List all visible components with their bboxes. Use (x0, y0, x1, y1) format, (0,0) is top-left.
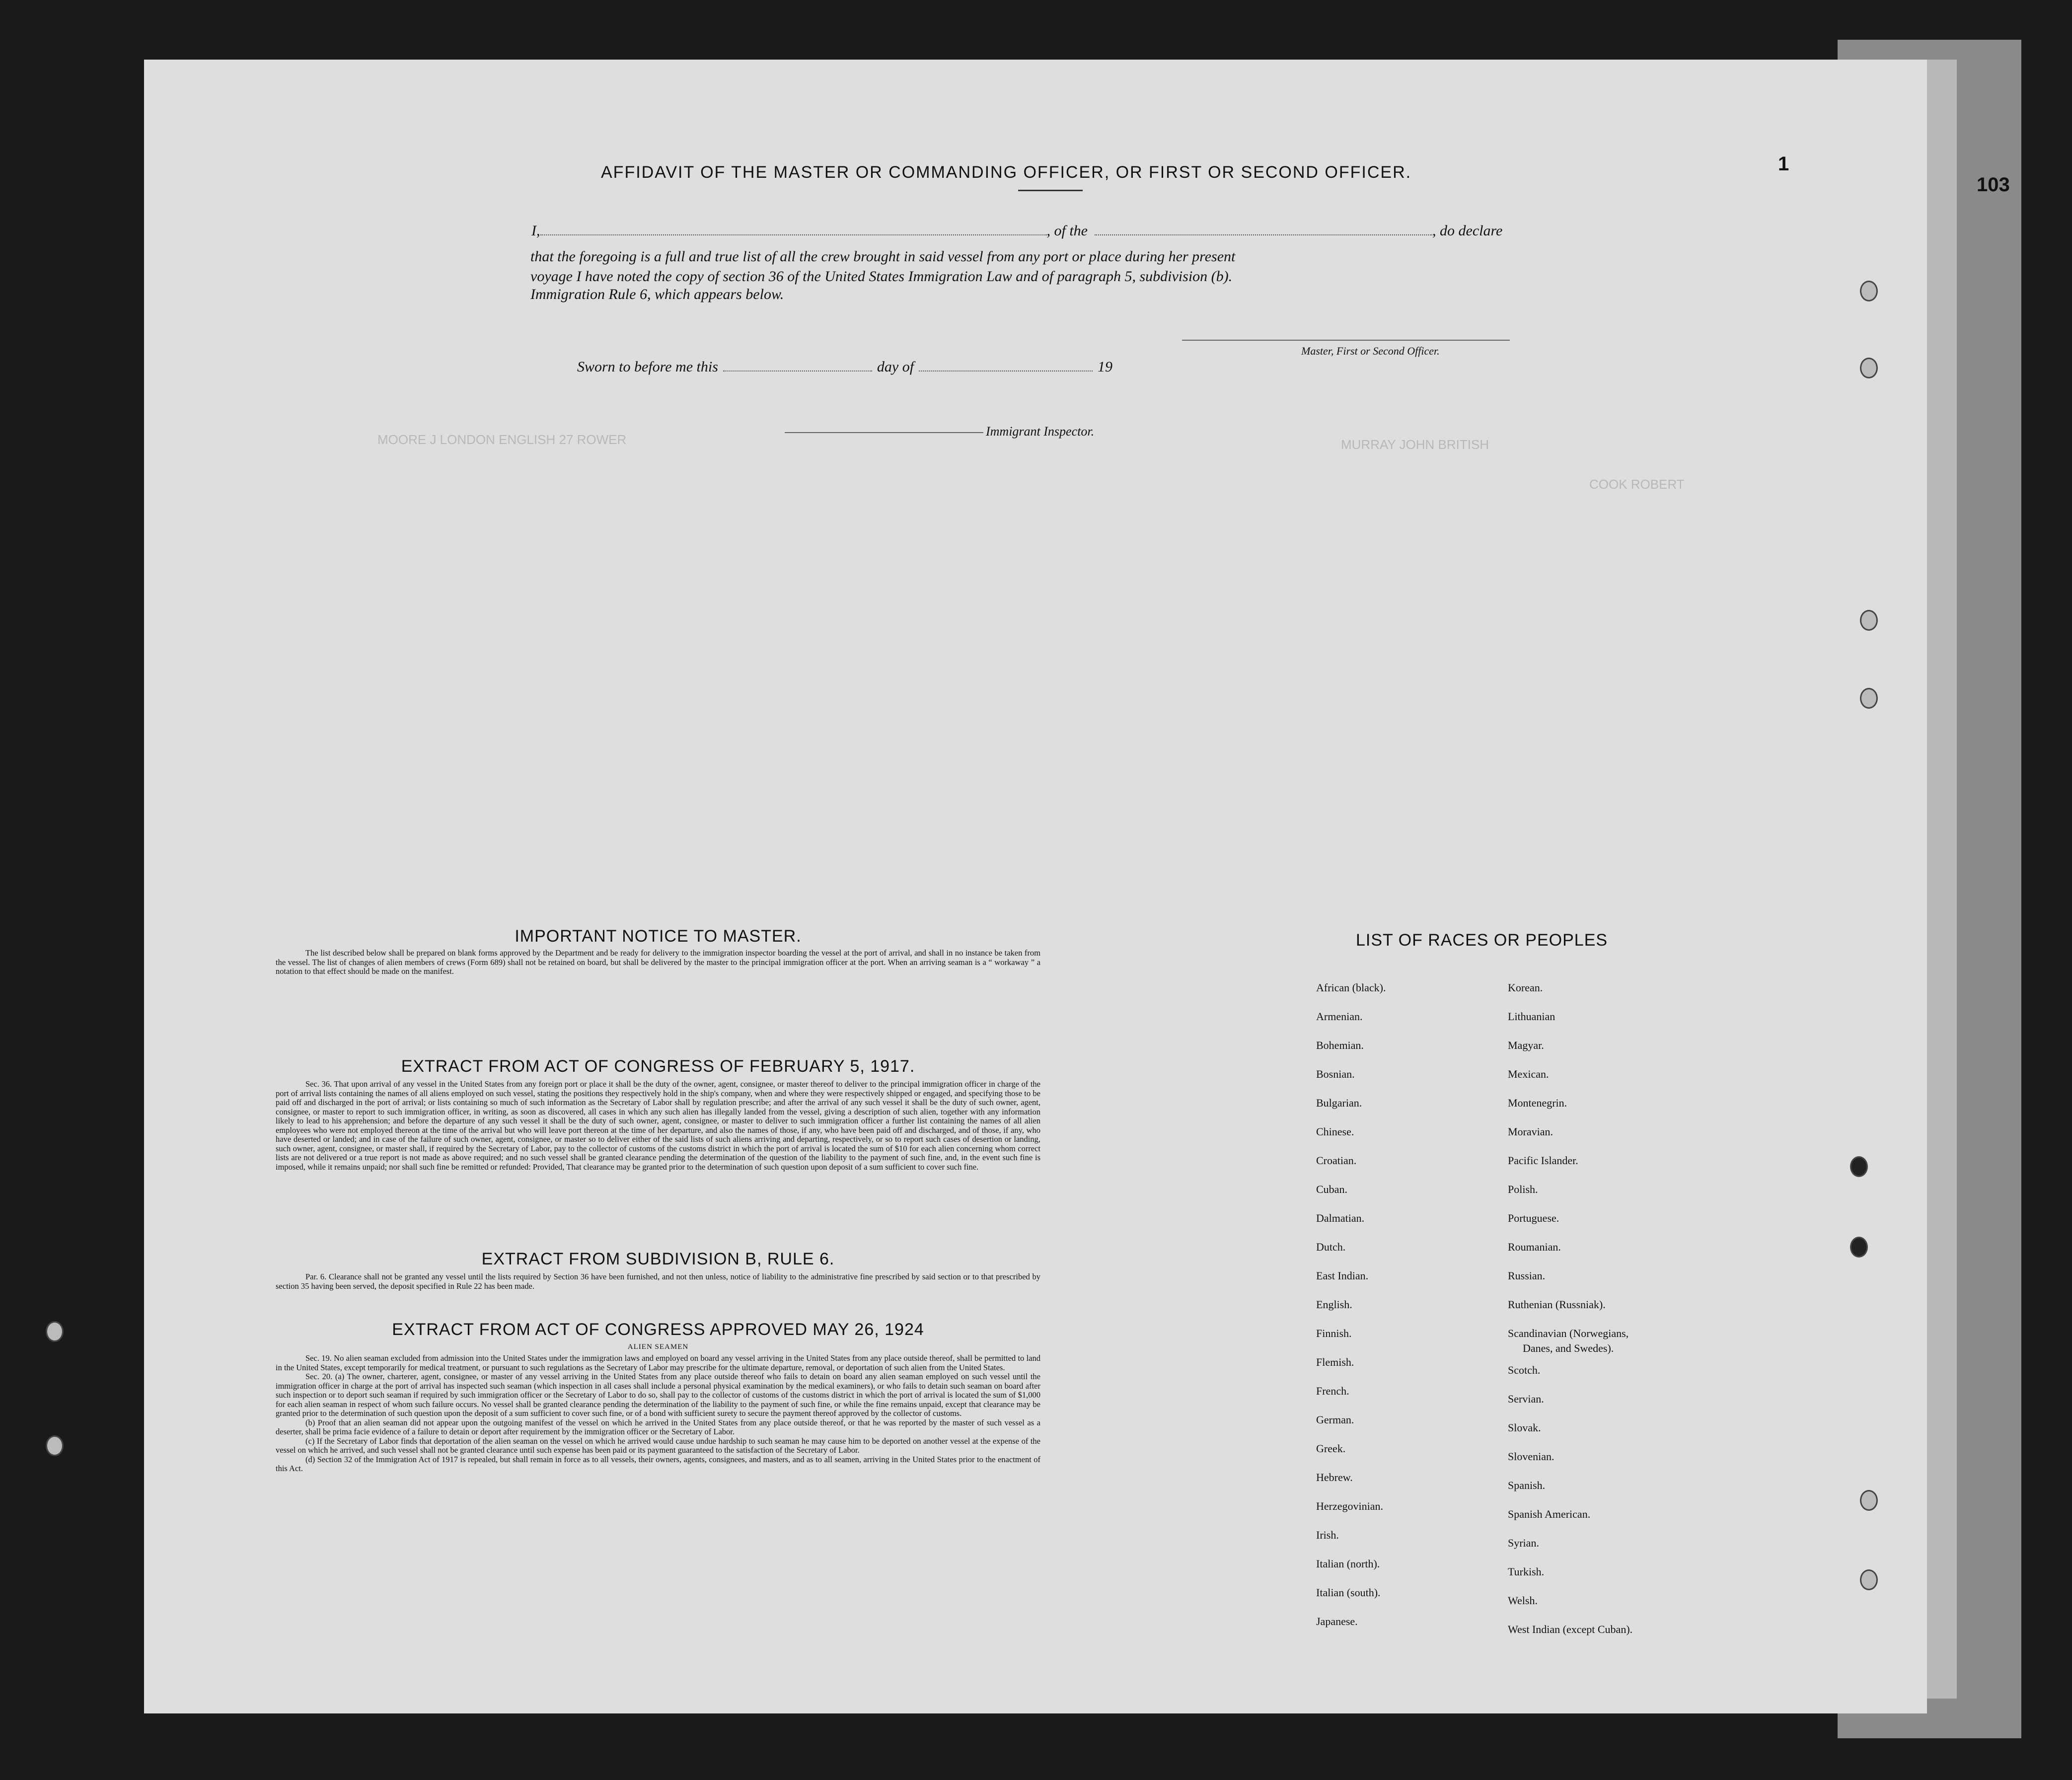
bleed-through: COOK ROBERT (1589, 477, 1685, 492)
affidavit-line2: that the foregoing is a full and true list of all the crew brought in said vessel from any port or place during her present (530, 248, 1236, 265)
race-item: Polish. (1508, 1183, 1538, 1195)
signature-caption: Master, First or Second Officer. (1301, 345, 1440, 357)
race-item: Magyar. (1508, 1039, 1544, 1051)
race-item: Servian. (1508, 1393, 1544, 1405)
race-item: Italian (south). (1316, 1586, 1381, 1599)
race-item: Slovak. (1508, 1421, 1541, 1434)
race-item: Syrian. (1508, 1537, 1539, 1549)
race-item: Dutch. (1316, 1241, 1346, 1253)
race-item: Hebrew. (1316, 1471, 1353, 1483)
inspector-line (785, 432, 983, 433)
vessel-blank (1095, 234, 1432, 235)
sworn-date-blank (723, 370, 872, 371)
affidavit-line1-mid: , of the (1046, 222, 1088, 239)
bleed-through: MURRAY JOHN BRITISH (1341, 437, 1489, 452)
affidavit-line1 (531, 222, 1502, 239)
affidavit-line4: Immigration Rule 6, which appears below. (530, 286, 784, 302)
race-item: East Indian. (1316, 1269, 1369, 1282)
race-item: French. (1316, 1385, 1349, 1397)
sworn-month-blank (919, 370, 1093, 371)
race-item: Russian. (1508, 1269, 1546, 1282)
binding-hole (1860, 610, 1878, 631)
race-item: Bohemian. (1316, 1039, 1364, 1051)
race-item: Cuban. (1316, 1183, 1347, 1195)
page-number: 103 (1977, 174, 2010, 196)
race-item: Turkish. (1508, 1565, 1545, 1578)
affidavit-title: AFFIDAVIT OF THE MASTER OR COMMANDING OFFICER, OR FIRST OR SECOND OFFICER. (601, 163, 1412, 182)
extract-rule6-text: Par. 6. Clearance shall not be granted any vessel until the lists required by Section 36 have been furnished, and not then unless, notice of liability to the administrative fine prescribed by said section or to that prescribed by section 35 having been served, the deposit specified in Rule 22 has been made. (276, 1272, 1040, 1291)
race-item: Slovenian. (1508, 1450, 1554, 1463)
race-item: English. (1316, 1298, 1352, 1311)
race-item: Welsh. (1508, 1594, 1538, 1607)
race-item: Spanish American. (1508, 1508, 1591, 1520)
sworn-prefix: Sworn to before me this (577, 359, 718, 375)
race-item: Ruthenian (Russniak). (1508, 1298, 1606, 1311)
sec-20a: Sec. 20. (a) The owner, charterer, agent, consignee, or master of any vessel arriving in the United States from any place outside thereof who fails to detain on board any alien seaman employed on such vessel until the immigration officer in charge at the port of arrival has inspected such seaman (which inspection in all cases shall include a personal physical examination by the medical examiners), or who fails to detain such seaman on board after such inspection or to deport such seaman if required by such immigration officer or the Secretary of Labor to do so, shall pay to the collector of customs of the customs district in which the port of arrival is located the sum of $1,000 for each alien seaman in respect of whom such failure occurs. No vessel shall be granted clearance pending the determination of the liability to the payment of such fine, or while the fine remains unpaid, except that clearance may be granted prior to the determination of such question upon the deposit of a sum sufficient to cover such fine, or of a bond with sufficient surety to secure the payment thereof approved by the collector of customs. (276, 1372, 1040, 1418)
race-item: Japanese. (1316, 1615, 1358, 1628)
binding-hole (1860, 688, 1878, 709)
bleed-through: MOORE J LONDON ENGLISH 27 ROWER (377, 432, 627, 447)
binding-hole (1850, 1156, 1868, 1177)
notice-title: IMPORTANT NOTICE TO MASTER. (515, 927, 802, 946)
race-item: Finnish. (1316, 1327, 1352, 1339)
race-item: German. (1316, 1413, 1354, 1426)
title-underline (1018, 190, 1083, 191)
race-item: Lithuanian (1508, 1010, 1555, 1023)
race-item: Herzegovinian. (1316, 1500, 1383, 1512)
signature-line (1182, 340, 1510, 341)
affidavit-line1-end: , do declare (1432, 222, 1503, 239)
race-item: Danes, and Swedes). (1523, 1342, 1614, 1354)
corner-mark: 1 (1778, 153, 1789, 175)
race-item: Portuguese. (1508, 1212, 1559, 1224)
race-item: African (black). (1316, 981, 1386, 994)
sec-20c: (c) If the Secretary of Labor finds that deportation of the alien seaman on the vessel on which he arrived would cause undue hardship to such seaman he may cause him to be deported on another vessel at the expense of the vessel on which he arrived, and such vessel shall not be granted clearance until such expense has been paid or its payment guaranteed to the satisfaction of the Secretary of Labor. (276, 1436, 1040, 1455)
race-item: Chinese. (1316, 1125, 1354, 1138)
name-blank (540, 234, 1047, 235)
race-item: Bosnian. (1316, 1068, 1355, 1080)
race-item: Spanish. (1508, 1479, 1546, 1491)
extract-1924-subtitle: ALIEN SEAMEN (627, 1343, 689, 1351)
sec-19: Sec. 19. No alien seaman excluded from admission into the United States under the immigration laws and employed on board any vessel arriving in the United States from any place outside thereof, shall be permitted to land in the United States, except temporarily for medical treatment, or pursuant to such regulations as the Secretary of Labor may prescribe for the ultimate departure, removal, or deportation of such alien from the United States. (276, 1353, 1040, 1372)
sworn-line (577, 359, 1112, 375)
affidavit-line1-prefix: I, (531, 222, 540, 239)
sec-20b: (b) Proof that an alien seaman did not appear upon the outgoing manifest of the vessel on which he arrived in the United States from any place outside thereof, or that he was reported by the master of such vessel as a deserter, shall be prima facie evidence of a failure to detain or deport after requirement by the immigration officer or the Secretary of Labor. (276, 1417, 1040, 1436)
race-item: Bulgarian. (1316, 1097, 1362, 1109)
race-item: Armenian. (1316, 1010, 1363, 1023)
binding-hole (1860, 1490, 1878, 1511)
extract-1924-title: EXTRACT FROM ACT OF CONGRESS APPROVED MAY 26, 1924 (392, 1320, 924, 1339)
race-item: Scandinavian (Norwegians, (1508, 1327, 1629, 1339)
binding-hole (1850, 1237, 1868, 1258)
extract-1924-body (276, 1354, 1040, 1474)
race-item: Dalmatian. (1316, 1212, 1365, 1224)
race-item: West Indian (except Cuban). (1508, 1623, 1633, 1635)
race-item: Korean. (1508, 981, 1543, 994)
affidavit-line3: voyage I have noted the copy of section 36 of the United States Immigration Law and of paragraph 5, subdivision (b). (530, 268, 1233, 285)
binding-hole (46, 1321, 64, 1342)
notice-text: The list described below shall be prepared on blank forms approved by the Department and be ready for delivery to the immigration inspector boarding the vessel at the port of arrival, and shall in no instance be taken from the vessel. The list of changes of alien members of crews (Form 689) shall not be retained on board, but shall be delivered by the master to the principal immigration officer at the port. When an arriving seaman is a “ workaway ” a notation to that effect should be made on the manifest. (276, 948, 1040, 976)
race-item: Irish. (1316, 1529, 1339, 1541)
binding-hole (46, 1435, 64, 1456)
binding-hole (1860, 358, 1878, 378)
inspector-caption: Immigrant Inspector. (986, 424, 1095, 439)
extract-1917-title: EXTRACT FROM ACT OF CONGRESS OF FEBRUARY 5, 1917. (401, 1057, 915, 1076)
extract-rule6-title: EXTRACT FROM SUBDIVISION B, RULE 6. (481, 1250, 835, 1268)
race-item: Roumanian. (1508, 1241, 1561, 1253)
race-item: Flemish. (1316, 1356, 1354, 1368)
race-item: Moravian. (1508, 1125, 1554, 1138)
extract-1917-text: Sec. 36. That upon arrival of any vessel in the United States from any foreign port or place it shall be the duty of the owner, agent, consignee, or master thereof to deliver to the principal immigration officer in charge of the port of arrival lists containing the names of all aliens employed on such vessel, stating the positions they respectively hold in the ship's company, when and where they were respectively shipped or engaged, and specifying those to be paid off and discharged in the port of arrival; or lists containing so much of such information as the Secretary of Labor shall by regulation prescribe; and after the arrival of any such vessel it shall be the duty of such owner, agent, consignee, or master to report to such immigration officer, in writing, as soon as discovered, all cases in which any such alien has illegally landed from the vessel, giving a description of such alien, together with any information likely to lead to his apprehension; and before the departure of any such vessel it shall be the duty of such owner, agent, consignee, or master to deliver to such immigration officer a further list containing the names of all alien employees who were not employed thereon at the time of the arrival but who will leave port thereon at the time of her departure, and also the names of those, if any, who have been paid off and discharged, and of those, if any, who have deserted or landed; and in case of the failure of such owner, agent, consignee, or master so to deliver either of the said lists of such aliens arriving and departing, respectively, or so to report such cases of desertion or landing, such owner, agent, consignee, or master shall, if required by the Secretary of Labor, pay to the collector of customs of the customs district in which the port of arrival is located the sum of $10 for each alien concerning whom correct lists are not delivered or a true report is not made as above required; and no such vessel shall be granted clearance pending the determination of the question of the liability to the payment of such fine, and, in the event such fine is imposed, while it remains unpaid; nor shall such fine be remitted or refunded: Provided, That clearance may be granted prior to the determination of such question upon deposit of a sum sufficient to cover such fine. (276, 1079, 1040, 1172)
race-item: Greek. (1316, 1442, 1346, 1455)
race-item: Montenegrin. (1508, 1097, 1567, 1109)
race-item: Italian (north). (1316, 1558, 1380, 1570)
race-item: Pacific Islander. (1508, 1154, 1578, 1167)
sworn-year: 19 (1098, 359, 1113, 375)
race-item: Croatian. (1316, 1154, 1357, 1167)
sworn-day: day of (877, 359, 914, 375)
race-item: Scotch. (1508, 1364, 1541, 1376)
binding-hole (1860, 1569, 1878, 1590)
races-title: LIST OF RACES OR PEOPLES (1356, 931, 1608, 950)
binding-hole (1860, 281, 1878, 301)
race-item: Mexican. (1508, 1068, 1549, 1080)
sec-20d: (d) Section 32 of the Immigration Act of 1917 is repealed, but shall remain in force as to all vessels, their owners, agents, consignees, and masters, and as to all seamen, arriving in the United States prior to the enactment of this Act. (276, 1454, 1040, 1473)
